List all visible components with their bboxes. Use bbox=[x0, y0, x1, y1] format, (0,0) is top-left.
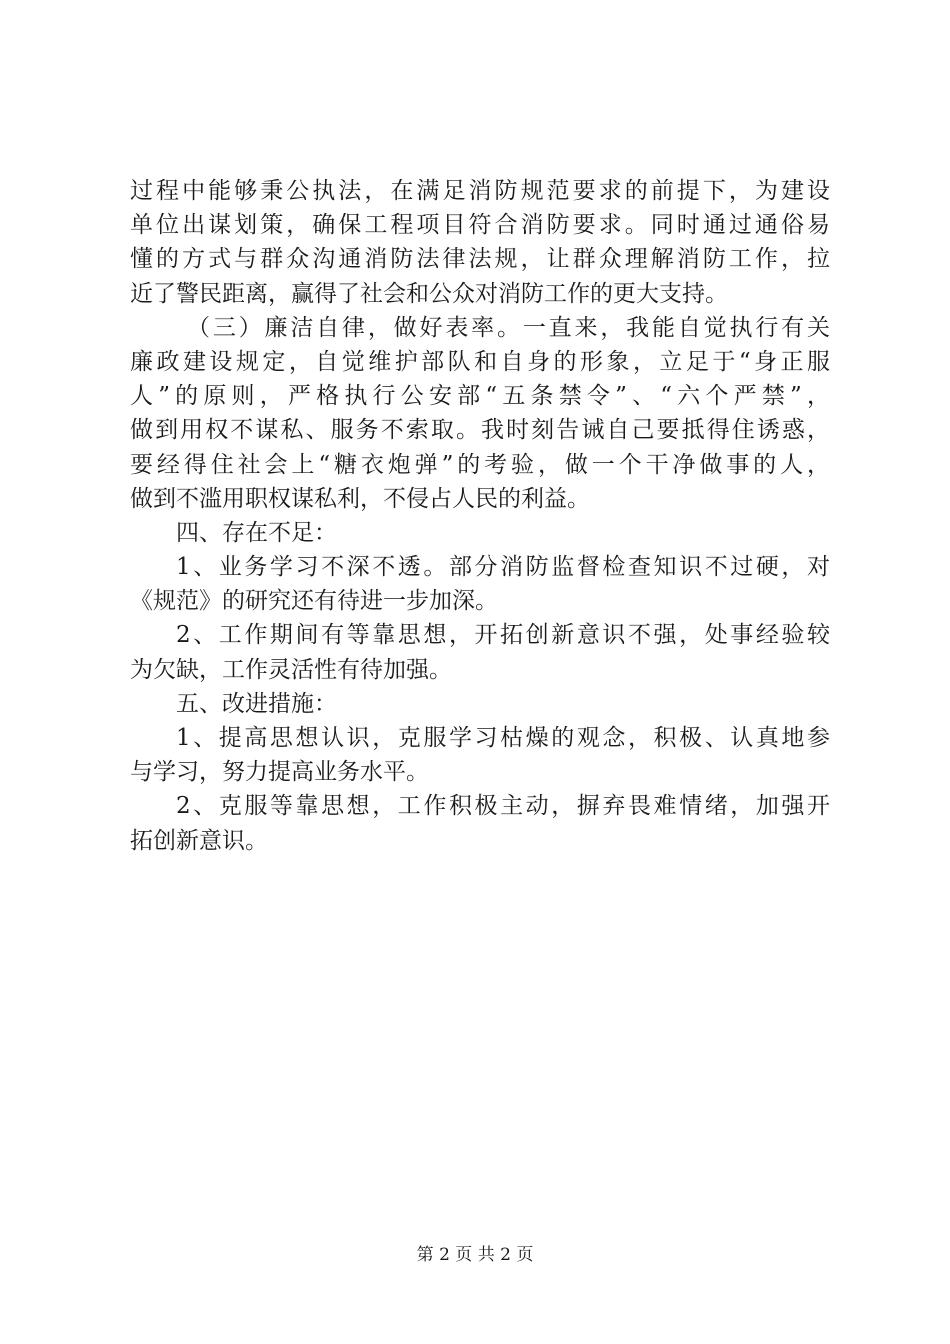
section-heading: 四、存在不足： bbox=[176, 519, 337, 546]
text-line: 2、克服等靠思想，工作积极主动，摒弃畏难情绪，加强开 bbox=[176, 793, 830, 820]
text-line: 廉政建设规定，自觉维护部队和自身的形象，立足于“身正服 bbox=[130, 348, 830, 375]
text-line: 懂的方式与群众沟通消防法律法规，让群众理解消防工作，拉 bbox=[130, 246, 830, 273]
text-line: 单位出谋划策，确保工程项目符合消防要求。同时通过通俗易 bbox=[130, 212, 830, 239]
text-line: 做到用权不谋私、服务不索取。我时刻告诫自己要抵得住诱惑， bbox=[130, 417, 830, 444]
text-line: （三）廉洁自律，做好表率。一直来，我能自觉执行有关 bbox=[187, 314, 830, 341]
text-line: 过程中能够秉公执法，在满足消防规范要求的前提下，为建设 bbox=[130, 178, 830, 204]
text-line: 《规范》的研究还有待进一步加深。 bbox=[130, 588, 498, 615]
text-line: 2、工作期间有等靠思想，开拓创新意识不强，处事经验较 bbox=[176, 622, 830, 649]
section-heading: 五、改进措施： bbox=[176, 690, 337, 717]
text-line: 做到不滥用职权谋私利，不侵占人民的利益。 bbox=[130, 485, 590, 512]
page-footer bbox=[0, 1244, 950, 1266]
page-number-label: 第 2 页 共 2 页 bbox=[416, 1245, 534, 1265]
text-line: 近了警民距离，赢得了社会和公众对消防工作的更大支持。 bbox=[130, 280, 728, 307]
text-line: 与学习，努力提高业务水平。 bbox=[130, 759, 429, 786]
text-line: 要经得住社会上“糖衣炮弹”的考验，做一个干净做事的人， bbox=[130, 451, 830, 478]
document-body bbox=[130, 174, 830, 858]
text-line: 1、提高思想认识，克服学习枯燥的观念，积极、认真地参 bbox=[176, 725, 830, 751]
text-line: 1、业务学习不深不透。部分消防监督检查知识不过硬，对 bbox=[176, 554, 830, 581]
text-line: 人”的原则，严格执行公安部“五条禁令”、“六个严禁”， bbox=[130, 383, 830, 410]
text-line: 为欠缺，工作灵活性有待加强。 bbox=[130, 656, 452, 683]
text-line: 拓创新意识。 bbox=[130, 827, 268, 854]
